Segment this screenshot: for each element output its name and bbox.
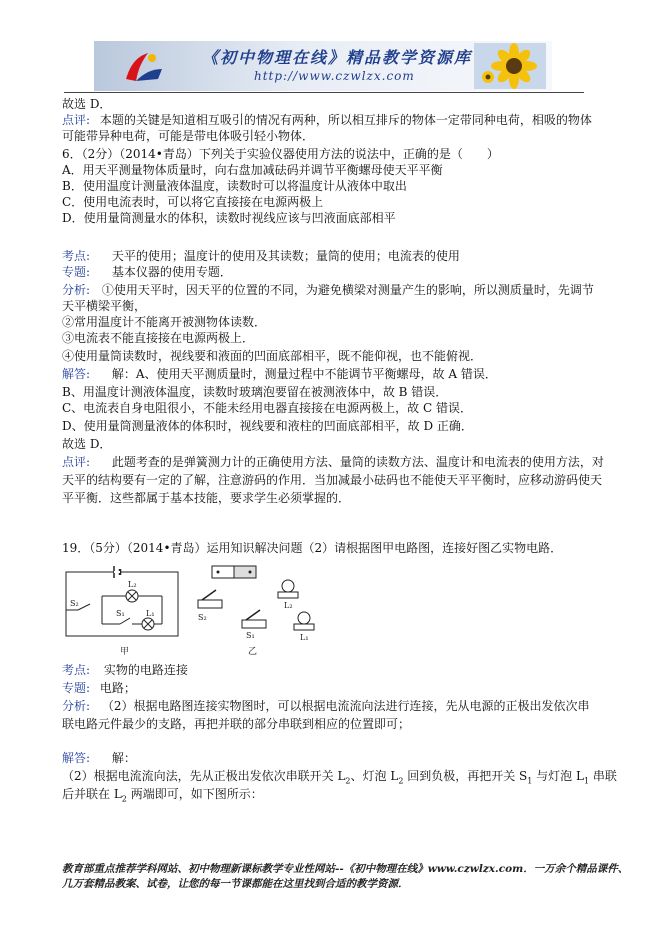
q6-option-b: B．使用温度计测量液体温度，读数时可以将温度计从液体中取出 — [62, 179, 407, 193]
label-jieda: 解答: — [62, 751, 91, 765]
q6-fenxi-1 — [62, 282, 594, 298]
sub-2: 2 — [121, 794, 127, 804]
header-divider — [64, 92, 584, 93]
label-kaodian: 考点: — [62, 249, 91, 263]
q6-fenxi-text-1: ①使用天平时，因天平的位置的不同，为避免横梁对测量产生的影响，所以测质量时，先调节 — [101, 283, 594, 297]
q6-jieda-text-4: D、使用量筒测量液体的体积时，视线要和液柱的凹面底部相平，故 D 正确． — [62, 419, 473, 433]
label-yi: 乙 — [248, 647, 258, 657]
label-s1-jia: S₁ — [116, 609, 125, 618]
q19-zhuanti-text: 电路； — [99, 681, 136, 695]
label-s1-yi: S₁ — [246, 631, 255, 640]
q19-stem: 19．（5分）（2014•青岛）运用知识解决问题（2）请根据图甲电路图，连接好图乙实物电路． — [62, 541, 563, 555]
banner-title: 《初中物理在线》精品教学资源库 — [202, 48, 473, 67]
prev-comment-text-2: 可能带异种电荷，可能是带电体吸引轻小物体． — [62, 129, 315, 143]
banner-url: http://www.czwlzx.com — [254, 69, 415, 83]
q19-jieda-line1-e: 串联 — [589, 769, 617, 783]
q6-dianping-text-2: 天平的结构要有一定的了解，注意游码的作用．当加减最小砝码也不能使天平平衡时，应移动游码使天 — [62, 473, 603, 487]
prev-comment-text-1: 本题的关键是知道相互吸引的情况有两种，所以相互排斥的物体一定带同种电荷，相吸的物体 — [99, 113, 592, 127]
label-jieda: 解答: — [62, 367, 91, 381]
q6-zhuanti — [62, 264, 232, 280]
q19-zhuanti — [62, 680, 136, 696]
q6-option-a: A．用天平测量物体质量时，向右盘加减砝码并调节平衡螺母使天平平衡 — [62, 163, 443, 177]
label-s2-jia: S₂ — [70, 599, 79, 608]
q19-jieda-line-2 — [62, 786, 263, 807]
q19-jieda-line2-a: 后并联在 L — [62, 787, 122, 801]
footer-line-1: 教育部重点推荐学科网站、初中物理新课标教学专业性网站--《初中物理在线》www.czwlzx.com．一万余个精品课件、 — [62, 863, 629, 875]
q19-fenxi-text-2: 联电路元件最少的支路，再把并联的部分串联到相应的位置即可； — [62, 717, 411, 731]
component-diagram-yi — [198, 566, 314, 630]
label-jia: 甲 — [120, 647, 130, 657]
prev-comment-line-1 — [62, 112, 592, 128]
page-footer — [62, 862, 628, 892]
label-l1-jia: L₁ — [146, 609, 155, 618]
q6-fenxi-text-3: ②常用温度计不能离开被测物体读数． — [62, 315, 267, 329]
label-l2-yi: L₂ — [284, 601, 293, 610]
q6-jieda-text-2: B、用温度计测液体温度，读数时玻璃泡要留在被测液体中，故 B 错误． — [62, 385, 448, 399]
label-l2-jia: L₂ — [128, 580, 137, 589]
q6-kaodian-text: 天平的使用；温度计的使用及其读数；量筒的使用；电流表的使用 — [111, 249, 460, 263]
q19-jieda — [62, 750, 136, 766]
label-dianping: 点评: — [62, 113, 91, 127]
q6-jieda-1 — [62, 366, 497, 382]
footer-line-2: 几万套精品教案、试卷，让您的每一节课都能在这里找到合适的教学资源． — [62, 878, 409, 890]
prev-answer: 故选 D． — [62, 97, 112, 111]
label-l1-yi: L₁ — [300, 633, 309, 642]
q6-stem: 6．（2分）（2014•青岛）下列关于实验仪器使用方法的说法中，正确的是（ ） — [62, 147, 499, 161]
q6-dianping-text-3: 平平衡．这些都属于基本技能，要求学生必须掌握的． — [62, 491, 351, 505]
q6-jieda-text-3: C、电流表自身电阻很小，不能未经用电器直接接在电源两极上，故 C 错误． — [62, 401, 472, 415]
q19-kaodian-text: 实物的电路连接 — [103, 663, 188, 677]
site-logo-icon — [122, 49, 164, 85]
sub-1: 1 — [583, 776, 590, 786]
q6-option-d: D．使用量筒测量水的体积，读数时视线应该与凹液面底部相平 — [62, 211, 396, 225]
label-s2-yi: S₂ — [198, 613, 207, 622]
q6-dianping-1 — [62, 454, 604, 470]
q19-kaodian — [62, 662, 188, 678]
q19-jieda-line1-b: 、灯泡 L — [350, 769, 399, 783]
circuit-diagram-jia — [66, 566, 178, 636]
label-dianping: 点评: — [62, 455, 91, 469]
q6-kaodian — [62, 248, 460, 264]
q19-jieda-text: 解： — [111, 751, 136, 765]
sub-2: 2 — [398, 776, 404, 786]
q19-jieda-line2-b: 两端即可，如下图所示： — [126, 787, 263, 801]
circuit-figure — [62, 560, 342, 660]
sub-2: 2 — [345, 776, 351, 786]
q6-jieda-text-1: 解：A、使用天平测质量时，测量过程中不能调节平衡螺母，故 A 错误． — [111, 367, 497, 381]
q6-fenxi-text-5: ④使用量筒读数时，视线要和液面的凹面底部相平，既不能仰视，也不能俯视． — [62, 349, 483, 363]
label-fenxi: 分析: — [62, 283, 91, 297]
label-zhuanti: 专题: — [62, 681, 91, 695]
q6-fenxi-text-4: ③电流表不能直接接在电源两极上． — [62, 331, 255, 345]
q19-fenxi-1 — [62, 698, 590, 714]
label-fenxi: 分析: — [62, 699, 91, 713]
q19-jieda-line1-d: 与灯泡 L — [532, 769, 584, 783]
q6-zhuanti-text: 基本仪器的使用专题． — [111, 265, 232, 279]
q6-fenxi-text-2: 天平横梁平衡， — [62, 299, 147, 313]
q6-dianping-text-1: 此题考查的是弹簧测力计的正确使用方法、量筒的读数方法、温度计和电流表的使用方法，对 — [111, 455, 604, 469]
q19-jieda-line1-a: （2）根据电流流向法，先从正极出发依次串联开关 L — [62, 769, 346, 783]
q19-jieda-line1-c: 回到负极，再把开关 S — [403, 769, 528, 783]
q6-jieda-text-5: 故选 D． — [62, 437, 112, 451]
sunflower-icon — [474, 43, 546, 89]
q6-option-c: C．使用电流表时，可以将它直接接在电源两极上 — [62, 195, 324, 209]
sub-1: 1 — [527, 776, 533, 786]
q19-fenxi-text-1: （2）根据电路图连接实物图时，可以根据电流流向法进行连接，先从电源的正极出发依次串 — [101, 699, 590, 713]
label-kaodian: 考点: — [62, 663, 91, 677]
label-zhuanti: 专题: — [62, 265, 91, 279]
header-banner — [94, 41, 552, 91]
